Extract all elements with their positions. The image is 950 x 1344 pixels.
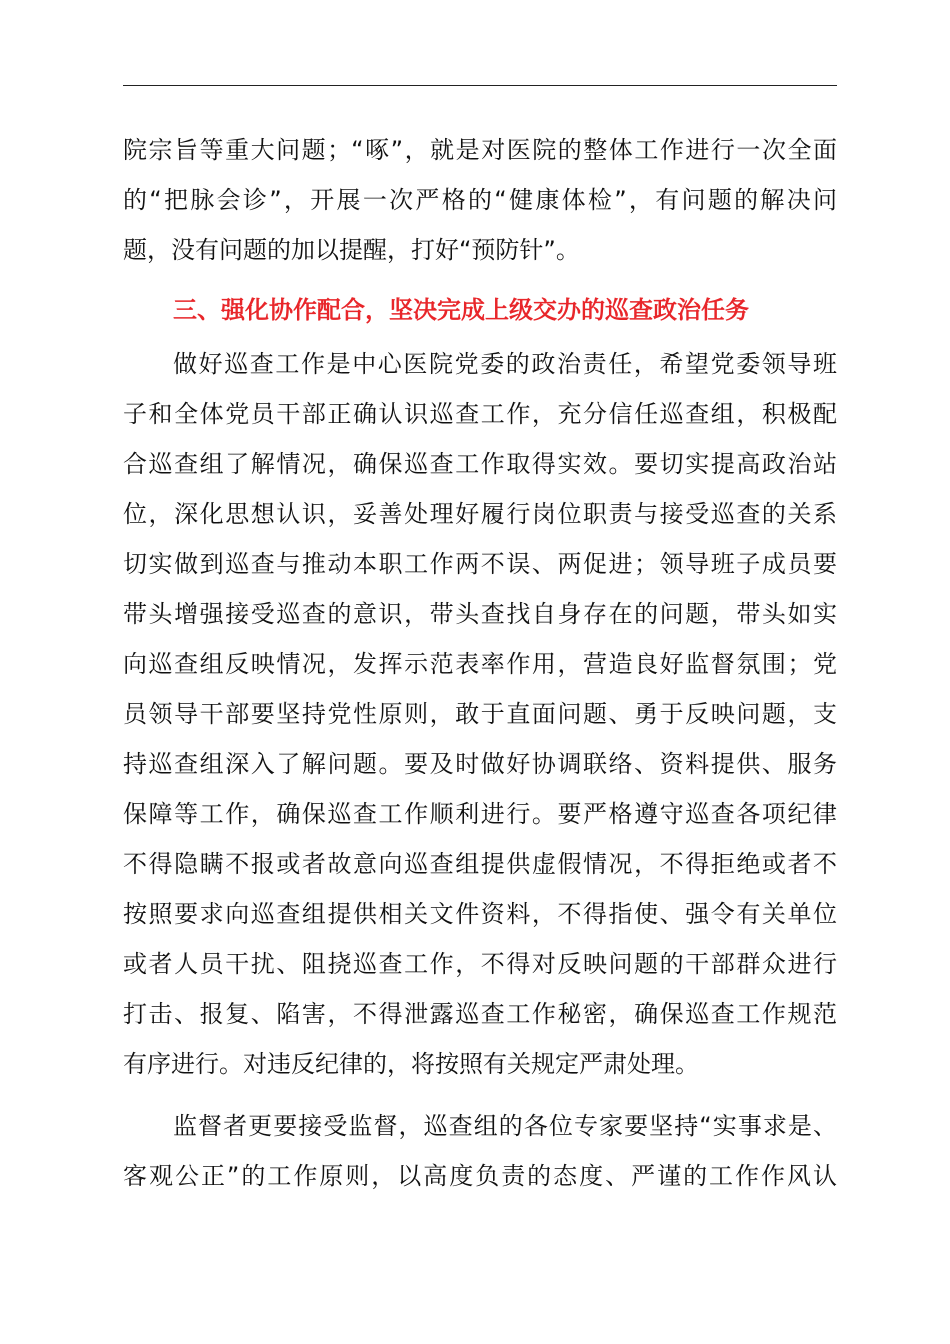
text-line: 保障等工作，确保巡查工作顺利进行。要严格遵守巡查各项纪律 <box>123 800 837 828</box>
text-line: 有序进行。对违反纪律的，将按照有关规定严肃处理。 <box>123 1050 699 1078</box>
text-line: 带头增强接受巡查的意识，带头查找自身存在的问题，带头如实 <box>123 600 837 628</box>
text-line: 客观公正”的工作原则，以高度负责的态度、严谨的工作作风认 <box>123 1162 837 1190</box>
text-line: 持巡查组深入了解问题。要及时做好协调联络、资料提供、服务 <box>123 750 837 778</box>
text-line: 不得隐瞒不报或者故意向巡查组提供虚假情况，不得拒绝或者不 <box>123 850 837 878</box>
text-line: 员领导干部要坚持党性原则，敢于直面问题、勇于反映问题，支 <box>123 700 837 728</box>
header-rule <box>123 85 837 86</box>
text-line: 做好巡查工作是中心医院党委的政治责任，希望党委领导班 <box>173 350 837 378</box>
text-line: 题，没有问题的加以提醒，打好“预防针”。 <box>123 236 580 264</box>
text-line: 切实做到巡查与推动本职工作两不误、两促进；领导班子成员要 <box>123 550 837 578</box>
text-line: 监督者更要接受监督，巡查组的各位专家要坚持“实事求是、 <box>173 1112 837 1140</box>
text-line: 向巡查组反映情况，发挥示范表率作用，营造良好监督氛围；党 <box>123 650 837 678</box>
text-line: 按照要求向巡查组提供相关文件资料，不得指使、强令有关单位 <box>123 900 837 928</box>
text-line: 打击、报复、陷害，不得泄露巡查工作秘密，确保巡查工作规范 <box>123 1000 837 1028</box>
paragraph-main <box>123 339 837 1089</box>
section-heading: 三、强化协作配合，坚决完成上级交办的巡查政治任务 <box>173 296 749 324</box>
text-line: 的“把脉会诊”，开展一次严格的“健康体检”，有问题的解决问 <box>123 186 837 214</box>
paragraph-last <box>123 1101 837 1201</box>
paragraph-intro <box>123 125 837 275</box>
document-body <box>123 125 837 1201</box>
text-line: 合巡查组了解情况，确保巡查工作取得实效。要切实提高政治站 <box>123 450 837 478</box>
text-line: 院宗旨等重大问题；“啄”，就是对医院的整体工作进行一次全面 <box>123 136 837 164</box>
text-line: 子和全体党员干部正确认识巡查工作，充分信任巡查组，积极配 <box>123 400 837 428</box>
text-line: 或者人员干扰、阻挠巡查工作，不得对反映问题的干部群众进行 <box>123 950 837 978</box>
text-line: 位，深化思想认识，妥善处理好履行岗位职责与接受巡查的关系 <box>123 500 837 528</box>
